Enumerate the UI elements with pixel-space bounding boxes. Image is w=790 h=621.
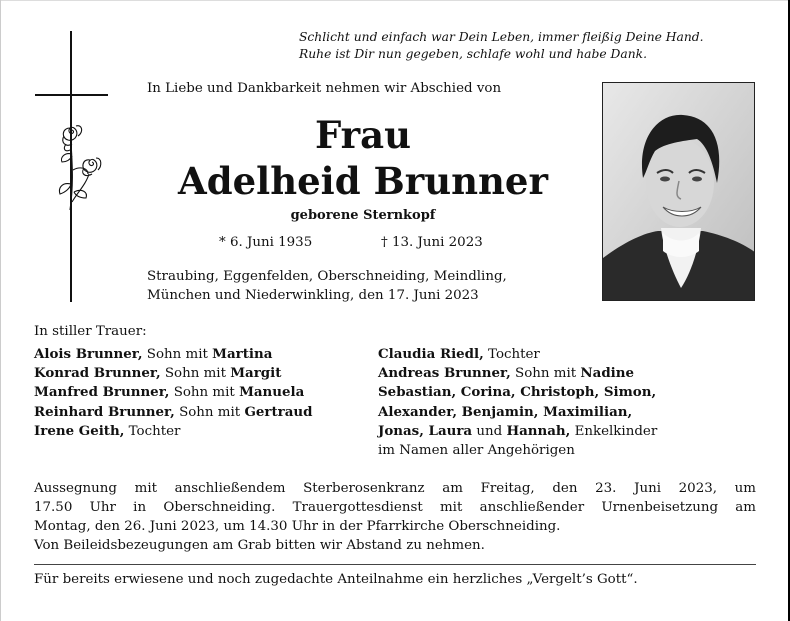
divider: [34, 564, 756, 565]
list-item: Jonas, Laura und Hannah, Enkelkinder: [378, 422, 658, 439]
list-item: Konrad Brunner, Sohn mit Margit: [34, 365, 282, 382]
portrait-photo: [602, 82, 755, 301]
list-item: Alois Brunner, Sohn mit Martina: [34, 346, 273, 362]
cross-icon-bar: [35, 94, 108, 96]
list-item: im Namen aller Angehörigen: [378, 443, 575, 459]
motto-line: Ruhe ist Dir nun gegeben, schlafe wohl und habe Dank.: [299, 47, 648, 61]
thanks-text: Für bereits erwiesene und noch zugedachte Anteilnahme ein herzliches „Vergelt’s Gott“.: [34, 572, 638, 587]
motto: [299, 29, 769, 63]
list-item: Irene Geith, Tochter: [34, 422, 181, 439]
frame-top: [0, 0, 790, 1]
service-line: Montag, den 26. Juni 2023, um 14.30 Uhr in der Pfarrkirche Oberschneiding.: [34, 519, 561, 534]
list-item: Manfred Brunner, Sohn mit Manuela: [34, 384, 305, 401]
list-item: Reinhard Brunner, Sohn mit Gertraud: [34, 403, 313, 420]
mourners-label: In stiller Trauer:: [34, 324, 147, 339]
service-line: Aussegnung mit anschließendem Sterberosenkranz am Freitag, den 23. Juni 2023, um: [34, 481, 756, 496]
deceased-name: Adelheid Brunner: [178, 159, 548, 203]
list-item: Alexander, Benjamin, Maximilian,: [378, 403, 633, 420]
motto-line: Schlicht und einfach war Dein Leben, immer fleißig Deine Hand.: [299, 30, 704, 44]
mourners-left-column: [34, 345, 312, 441]
born-name: geborene Sternkopf: [290, 208, 436, 223]
list-item: Andreas Brunner, Sohn mit Nadine: [378, 365, 635, 382]
frame-left: [0, 0, 1, 621]
salutation: Frau: [315, 113, 411, 157]
service-line: Von Beileidsbezeugungen am Grab bitten wir Abstand zu nehmen.: [34, 538, 485, 553]
place-line: Straubing, Eggenfelden, Oberschneiding, Meindling,: [147, 269, 507, 284]
mourners-right-column: [378, 345, 657, 460]
intro-text: In Liebe und Dankbarkeit nehmen wir Abschied von: [147, 81, 502, 96]
service-details: [34, 479, 756, 555]
death-date: † 13. Juni 2023: [381, 235, 483, 250]
list-item: Claudia Riedl, Tochter: [378, 346, 540, 362]
place-and-date: [147, 267, 507, 305]
place-line: München und Niederwinkling, den 17. Juni 2023: [147, 288, 479, 303]
list-item: Sebastian, Corina, Christoph, Simon,: [378, 384, 657, 401]
service-line: 17.50 Uhr in Oberschneiding. Trauergottesdienst mit anschließender Urnenbeisetzung am: [34, 500, 756, 515]
birth-date: * 6. Juni 1935: [219, 235, 313, 250]
rose-icon: [58, 122, 106, 212]
